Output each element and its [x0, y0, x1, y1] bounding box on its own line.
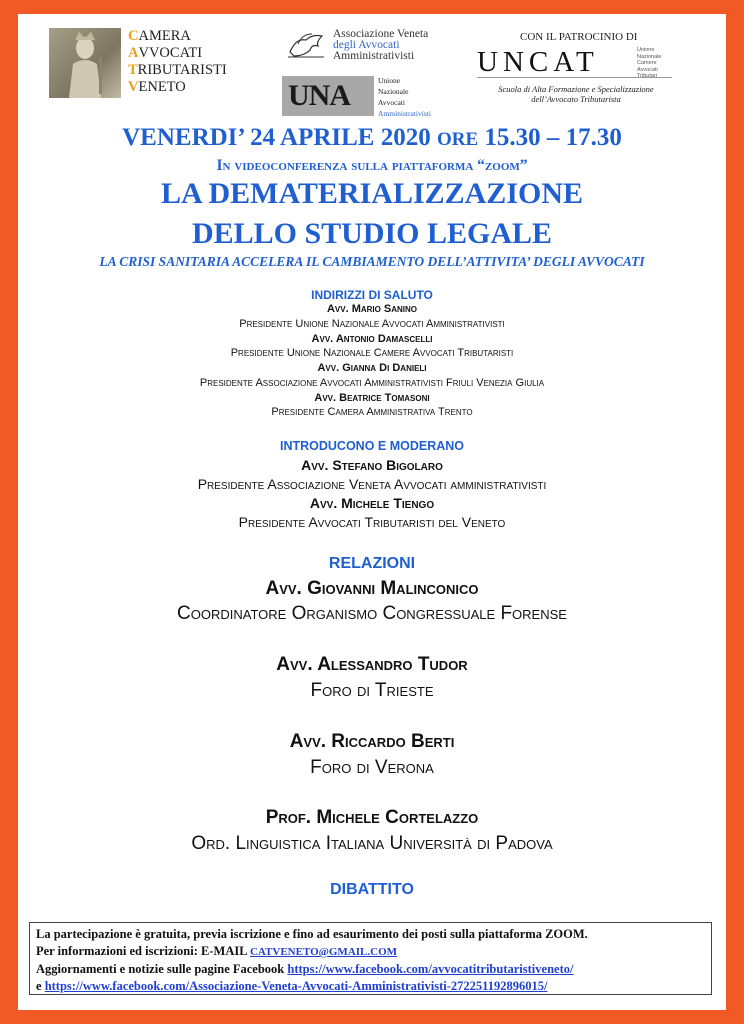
associazione-veneta-logo-text: Associazione Veneta degli Avvocati Amministrativisti — [333, 28, 429, 62]
saluto-role: Presidente Unione Nazionale Avvocati Amministrativisti — [239, 318, 505, 330]
relatore-name: Prof. Michele Cortelazzo — [265, 807, 479, 828]
saluto-role: Presidente Camera Amministrativa Trento — [271, 406, 473, 418]
dibattito-heading: DIBATTITO — [330, 881, 414, 898]
event-subtitle: LA CRISI SANITARIA ACCELERA IL CAMBIAMENTO DELL’ATTIVITA’ DEGLI AVVOCATI — [99, 254, 645, 269]
relatore-name: Avv. Giovanni Malinconico — [265, 578, 479, 599]
event-date: VENERDI’ 24 APRILE 2020 ORE 15.30 – 17.30 — [122, 124, 622, 151]
saluto-name: Avv. Gianna Di Danieli — [317, 362, 427, 374]
uncat-logo: UNCAT — [477, 46, 599, 78]
info-facebook: Aggiornamenti e notizie sulle pagine Facebook https://www.facebook.com/avvocatitributaristiveneto/ — [36, 962, 574, 976]
info-participation: La partecipazione è gratuita, previa iscrizione e fino ad esaurimento dei posti sulla piattaforma ZOOM. — [36, 927, 588, 941]
moderano-heading: INTRODUCONO E MODERANO — [279, 439, 465, 453]
moderano-name: Avv. Michele Tiengo — [309, 495, 435, 511]
info-contact: Per informazioni ed iscrizioni: E-MAIL CATVENETO@GMAIL.COM — [36, 944, 398, 958]
event-title-line1: LA DEMATERIALIZZAZIONE — [160, 177, 584, 210]
statue-portrait-image — [49, 28, 121, 98]
relatore-role: Foro di Trieste — [310, 680, 434, 701]
info-box — [29, 922, 712, 995]
relatore-role: Coordinatore Organismo Congressuale Forense — [177, 603, 567, 624]
patrocinio-label: CON IL PATROCINIO DI — [520, 31, 638, 43]
relazioni-heading: RELAZIONI — [328, 555, 416, 572]
relatore-role: Ord. Linguistica Italiana Università di Padova — [191, 833, 553, 854]
una-logo: UNA — [288, 79, 350, 112]
saluto-name: Avv. Beatrice Tomasoni — [314, 392, 430, 404]
email-link[interactable]: CATVENETO@GMAIL.COM — [249, 946, 398, 958]
event-platform: In videoconferenza sulla piattaforma “zoom” — [216, 157, 528, 174]
saluto-name: Avv. Antonio Damascelli — [311, 333, 433, 345]
facebook-link-tributaristi[interactable]: https://www.facebook.com/avvocatitributaristiveneto/ — [287, 962, 574, 976]
uncat-logo-caption: Unione Nazionale Camere Avvocati Tributari — [637, 47, 662, 79]
uncat-school-caption: Scuola di Alta Formazione e Specializzazione dell’Avvocato Tributarista — [498, 84, 654, 104]
event-title-line2: DELLO STUDIO LEGALE — [191, 217, 553, 250]
info-facebook-2: e https://www.facebook.com/Associazione-Veneta-Avvocati-Amministrativisti-272251192896015/ — [36, 979, 548, 993]
camera-avvocati-logo-text: CAMERA AVVOCATI TRIBUTARISTI VENETO — [128, 28, 227, 95]
saluto-name: Avv. Mario Sanino — [326, 303, 418, 315]
facebook-link-amministrativisti[interactable]: https://www.facebook.com/Associazione-Veneta-Avvocati-Amministrativisti-272251192896015/ — [44, 979, 548, 993]
saluto-role: Presidente Associazione Avvocati Amministrativisti Friuli Venezia Giulia — [199, 377, 545, 389]
winged-lion-icon — [286, 30, 326, 60]
saluto-heading: INDIRIZZI DI SALUTO — [311, 288, 433, 302]
moderano-role: Presidente Associazione Veneta Avvocati amministrativisti — [197, 476, 547, 492]
saluto-role: Presidente Unione Nazionale Camere Avvocati Tributaristi — [230, 347, 514, 359]
relatore-name: Avv. Alessandro Tudor — [276, 654, 468, 675]
una-logo-caption: Unione Nazionale Avvocati Amministrativisti — [378, 76, 431, 118]
relatore-role: Foro di Verona — [310, 757, 434, 778]
moderano-name: Avv. Stefano Bigolaro — [301, 457, 443, 473]
relatore-name: Avv. Riccardo Berti — [289, 731, 455, 752]
moderano-role: Presidente Avvocati Tributaristi del Veneto — [238, 514, 506, 530]
